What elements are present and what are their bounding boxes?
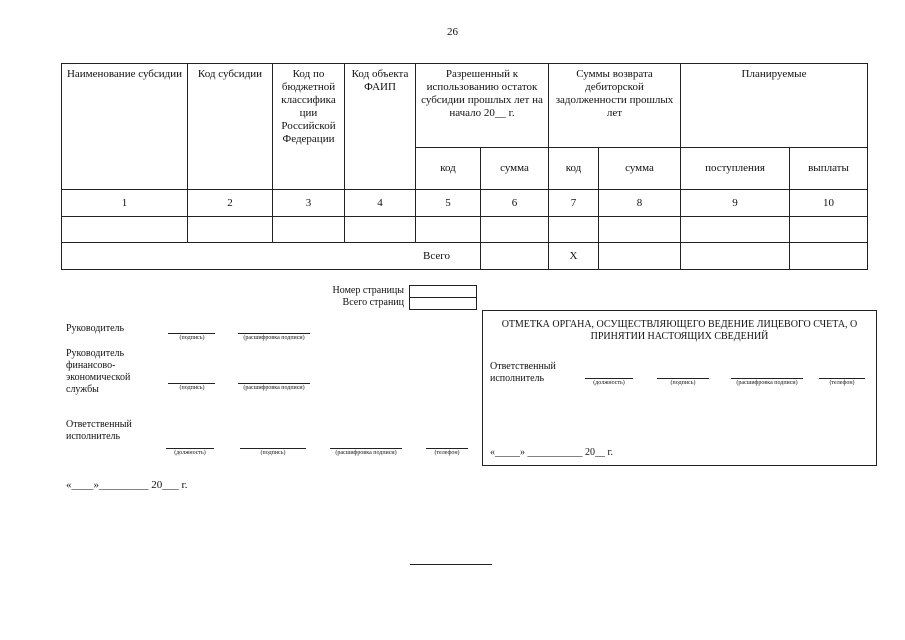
acceptance-stamp-box (482, 310, 877, 466)
finance-decode-caption: (расшифровка подписи) (243, 385, 305, 391)
column-number: 3 (273, 190, 345, 217)
column-number-row (62, 190, 868, 217)
finance-signature-line[interactable] (168, 383, 215, 384)
executor-position-caption: (должность) (174, 450, 206, 456)
empty-cell[interactable] (549, 217, 599, 243)
column-number: 6 (481, 190, 549, 217)
stamp-signature-line[interactable] (657, 378, 709, 379)
head-decode-caption: (расшифровка подписи) (243, 335, 305, 341)
executor-decode-line[interactable] (330, 448, 402, 449)
stamp-phone-caption: (телефон) (829, 380, 855, 386)
column-number: 2 (188, 190, 273, 217)
stamp-decode-line[interactable] (731, 378, 803, 379)
executor-phone-line[interactable] (426, 448, 468, 449)
finance-head-label: Руководитель финансово-экономической службы (66, 348, 131, 395)
total-pages-label: Всего страниц (342, 297, 404, 308)
empty-cell[interactable] (681, 217, 790, 243)
empty-cell[interactable] (273, 217, 345, 243)
subheader-payments: выплаты (790, 148, 868, 190)
empty-cell[interactable] (62, 217, 188, 243)
finance-sig-caption: (подпись) (179, 385, 205, 391)
header-planned: Планируемые (681, 64, 868, 148)
stamp-position-line[interactable] (585, 378, 633, 379)
total-payments[interactable] (790, 243, 868, 270)
footer-rule (410, 564, 492, 565)
column-number: 8 (599, 190, 681, 217)
empty-cell[interactable] (790, 217, 868, 243)
subheader-code-2: код (549, 148, 599, 190)
column-number: 4 (345, 190, 416, 217)
finance-decode-line[interactable] (238, 383, 310, 384)
total-sum-2[interactable] (599, 243, 681, 270)
stamp-title: ОТМЕТКА ОРГАНА, ОСУЩЕСТВЛЯЮЩЕГО ВЕДЕНИЕ ЛИЦЕВОГО СЧЕТА, О ПРИНЯТИИ НАСТОЯЩИХ СВЕДЕНИЙ (501, 319, 858, 342)
subheader-income: поступления (681, 148, 790, 190)
stamp-phone-line[interactable] (819, 378, 865, 379)
total-sum-1[interactable] (481, 243, 549, 270)
header-name: Наименование субсидии (62, 64, 188, 190)
head-decode-line[interactable] (238, 333, 310, 334)
empty-cell[interactable] (188, 217, 273, 243)
column-number: 10 (790, 190, 868, 217)
total-x: X (549, 243, 599, 270)
total-row (62, 243, 868, 270)
column-number: 9 (681, 190, 790, 217)
stamp-decode-caption: (расшифровка подписи) (736, 380, 798, 386)
total-income[interactable] (681, 243, 790, 270)
executor-label: Ответственный исполнитель (66, 419, 132, 442)
page-number-label: Номер страницы (332, 285, 404, 296)
subsidy-table (61, 63, 868, 270)
head-signature-line[interactable] (168, 333, 215, 334)
head-sig-caption: (подпись) (179, 335, 205, 341)
head-label: Руководитель (66, 323, 125, 334)
empty-cell[interactable] (416, 217, 481, 243)
column-number: 1 (62, 190, 188, 217)
stamp-position-caption: (должность) (593, 380, 625, 386)
stamp-date-line[interactable]: «_____» ___________ 20__ г. (490, 447, 613, 458)
header-faip: Код объекта ФАИП (345, 64, 416, 190)
stamp-executor-label: Ответственный исполнитель (490, 361, 556, 384)
header-code: Код субсидии (188, 64, 273, 190)
subheader-sum-1: сумма (481, 148, 549, 190)
empty-cell[interactable] (345, 217, 416, 243)
executor-position-line[interactable] (166, 448, 214, 449)
total-label: Всего (62, 243, 481, 270)
total-pages-field[interactable] (409, 297, 477, 310)
subheader-sum-2: сумма (599, 148, 681, 190)
header-allowed-remainder: Разрешенный к использованию остаток субсидии прошлых лет на начало 20__ г. (416, 64, 549, 148)
column-number: 7 (549, 190, 599, 217)
empty-cell[interactable] (481, 217, 549, 243)
executor-signature-line[interactable] (240, 448, 306, 449)
header-returns: Суммы возврата дебиторской задолженности прошлых лет (549, 64, 681, 148)
executor-sig-caption: (подпись) (260, 450, 286, 456)
header-budget-code: Код по бюджетной классифика ции Российской Федерации (273, 64, 345, 190)
column-number: 5 (416, 190, 481, 217)
page-number: 26 (447, 26, 458, 38)
subheader-code-1: код (416, 148, 481, 190)
executor-phone-caption: (телефон) (434, 450, 460, 456)
empty-cell[interactable] (599, 217, 681, 243)
stamp-sig-caption: (подпись) (670, 380, 696, 386)
date-line[interactable]: «____»_________ 20___ г. (66, 479, 188, 491)
table-row (62, 217, 868, 243)
executor-decode-caption: (расшифровка подписи) (335, 450, 397, 456)
